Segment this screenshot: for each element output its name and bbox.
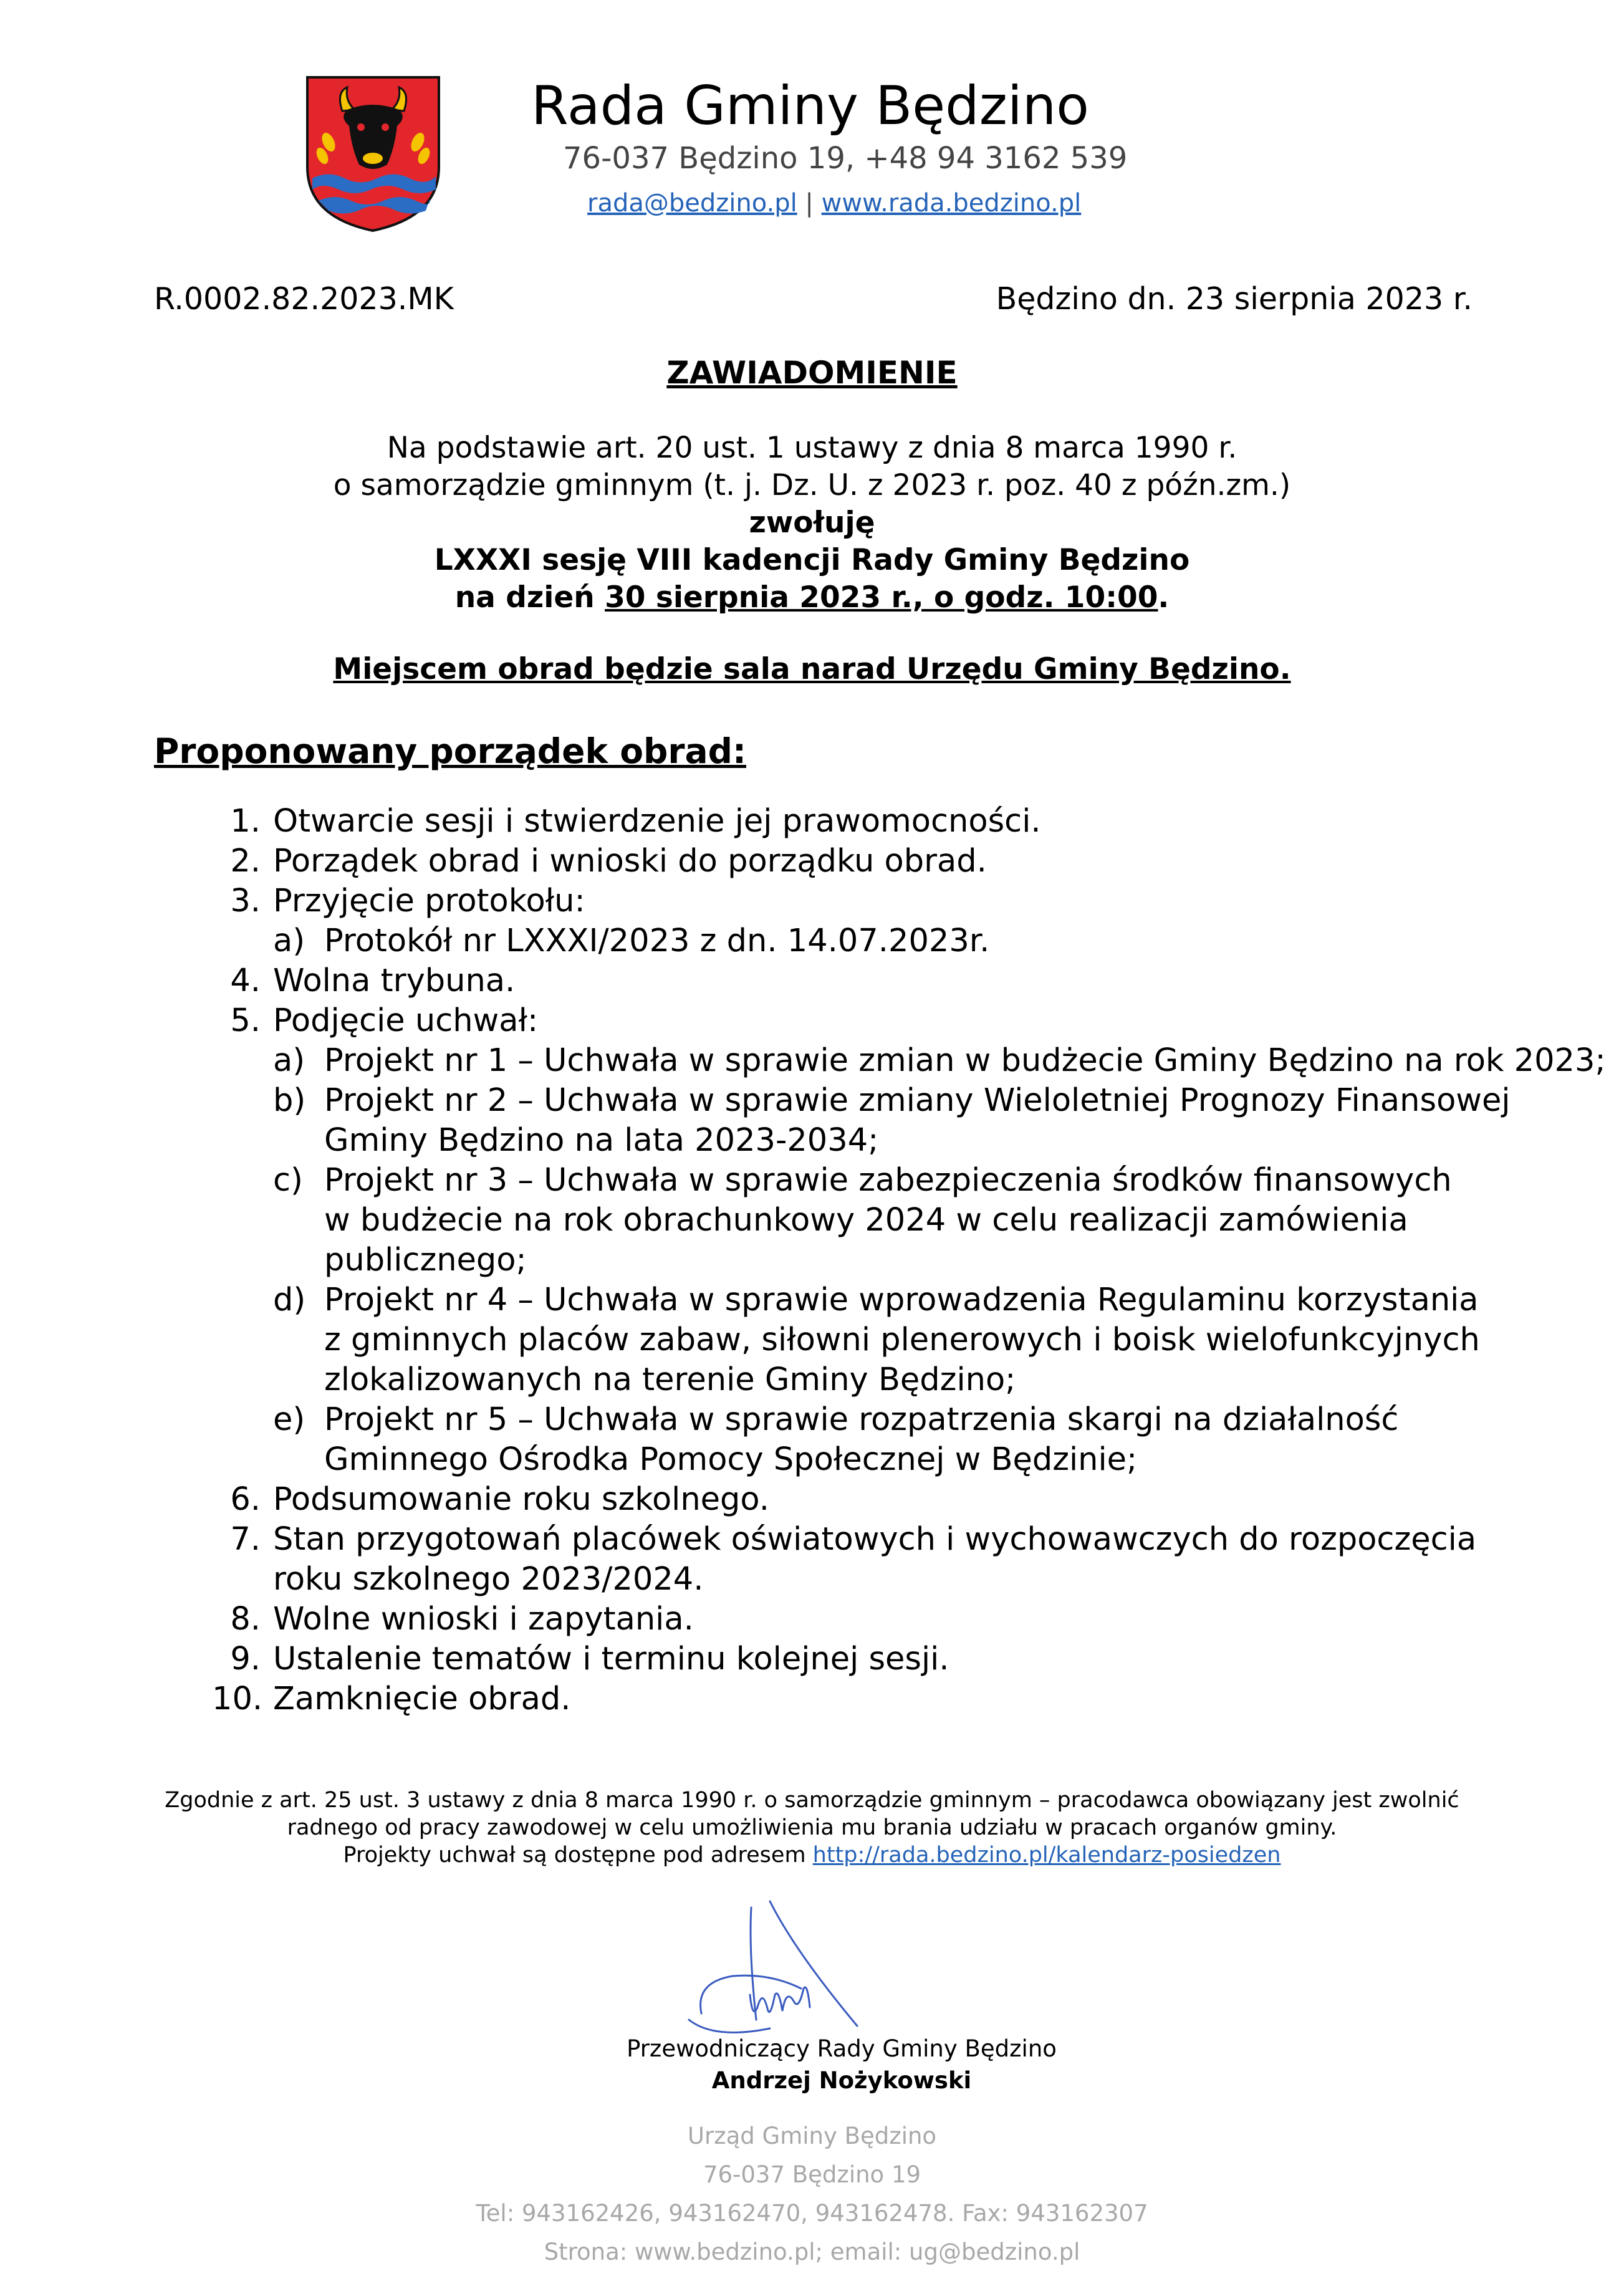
legal-note-1: Zgodnie z art. 25 ust. 3 ustawy z dnia 8 marca 1990 r. o samorządzie gminnym – pracodawca obowiązany jest zwolnić: [165, 1788, 1459, 1813]
office-phones: Tel: 943162426, 943162470, 943162478. Fax: 943162307: [476, 2200, 1148, 2227]
agenda-item-number: 2.: [230, 843, 261, 880]
resolutions-link[interactable]: http://rada.bedzino.pl/kalendarz-posiedzen: [812, 1843, 1281, 1868]
agenda-item: [212, 1600, 1534, 1639]
agenda-subitem: [273, 1161, 1534, 1280]
agenda-item-number: 8.: [230, 1601, 261, 1638]
agenda-subitem: [273, 1041, 1606, 1081]
agenda-item-number: 3.: [230, 883, 261, 919]
office-web-email: Strona: www.bedzino.pl; email: ug@bedzino.pl: [544, 2239, 1080, 2265]
agenda-item-number: 7.: [230, 1521, 261, 1558]
agenda-item-number: 1.: [230, 803, 261, 840]
email-link[interactable]: rada@bedzino.pl: [587, 189, 797, 218]
agenda-subitem-letter: b): [273, 1082, 306, 1119]
notice-heading: ZAWIADOMIENIE: [666, 355, 958, 391]
session-date: 30 sierpnia 2023 r., o godz. 10:00: [605, 580, 1158, 615]
agenda-item: [212, 961, 1534, 1001]
agenda-subitem-text: zlokalizowanych na terenie Gminy Będzino;: [324, 1361, 1016, 1398]
agenda-item-text: Przyjęcie protokołu:: [273, 883, 585, 919]
legal-note-3: [0, 1841, 1624, 1869]
coat-of-arms-icon: [304, 74, 443, 233]
agenda-heading: Proponowany porządek obrad:: [154, 731, 746, 771]
session-place: Miejscem obrad będzie sala narad Urzędu Gminy Będzino.: [333, 652, 1291, 686]
agenda-item: [212, 881, 1534, 921]
agenda-subitem-letter: a): [273, 1042, 305, 1079]
agenda-subitem-text: Projekt nr 2 – Uchwała w sprawie zmiany Wieloletniej Prognozy Finansowej: [324, 1082, 1511, 1119]
notice-session-date: [0, 579, 1624, 617]
agenda-item-text: Podsumowanie roku szkolnego.: [273, 1481, 769, 1518]
office-address: 76-037 Będzino 19: [703, 2161, 921, 2188]
agenda-item: [212, 1520, 1534, 1600]
agenda-item: [212, 842, 1534, 881]
agenda-item-text: Stan przygotowań placówek oświatowych i wychowawczych do rozpoczęcia: [273, 1521, 1477, 1558]
notice-convene: zwołuję: [749, 506, 875, 540]
agenda-subitem-letter: d): [273, 1282, 306, 1318]
document-date: Będzino dn. 23 sierpnia 2023 r.: [996, 281, 1473, 317]
agenda-item-text: Wolne wnioski i zapytania.: [273, 1601, 694, 1638]
agenda-item: [212, 1679, 1534, 1719]
agenda-subitem: [273, 1081, 1534, 1161]
council-name: Rada Gminy Będzino: [531, 75, 1089, 137]
agenda-item-text: Otwarcie sesji i stwierdzenie jej prawomocności.: [273, 803, 1041, 840]
office-name: Urząd Gminy Będzino: [687, 2123, 937, 2149]
notice-session: LXXXI sesję VIII kadencji Rady Gminy Będzino: [434, 543, 1190, 577]
agenda-subitem-text: w budżecie na rok obrachunkowy 2024 w celu realizacji zamówienia: [324, 1202, 1408, 1239]
handwritten-signature-icon: [676, 1895, 913, 2051]
agenda-item-text: Porządek obrad i wnioski do porządku obrad.: [273, 843, 987, 880]
session-date-prefix: na dzień: [454, 580, 605, 615]
council-contact-links: [587, 186, 1081, 221]
agenda-subitem-text: Projekt nr 5 – Uchwała w sprawie rozpatrzenia skargi na działalność: [324, 1401, 1399, 1438]
agenda-subitem: [273, 1400, 1534, 1480]
document-reference: R.0002.82.2023.MK: [154, 281, 454, 317]
agenda-item-number: 4.: [230, 962, 261, 999]
agenda-subitem: [273, 921, 1534, 961]
agenda-item: [212, 1001, 1534, 1041]
agenda-item-number: 6.: [230, 1481, 261, 1518]
agenda-subitem-text: publicznego;: [324, 1242, 527, 1279]
website-link[interactable]: www.rada.bedzino.pl: [821, 189, 1082, 218]
agenda-item-text: Podjęcie uchwał:: [273, 1002, 539, 1039]
agenda-item: [212, 1639, 1534, 1679]
agenda-item-number: 10.: [212, 1681, 263, 1717]
agenda-subitem: [273, 1280, 1534, 1400]
link-separator: |: [805, 189, 814, 218]
notice-legal-basis-1: Na podstawie art. 20 ust. 1 ustawy z dnia 8 marca 1990 r.: [387, 431, 1237, 465]
agenda-item-text: Wolna trybuna.: [273, 962, 516, 999]
agenda-item-number: 5.: [230, 1002, 261, 1039]
legal-note-3-text: Projekty uchwał są dostępne pod adresem: [343, 1843, 813, 1868]
agenda-item-number: 9.: [230, 1641, 261, 1677]
legal-note-2: radnego od pracy zawodowej w celu umożliwienia mu brania udziału w pracach organów gminy.: [287, 1815, 1337, 1840]
agenda-item-text: roku szkolnego 2023/2024.: [273, 1561, 704, 1598]
agenda-subitem-text: Projekt nr 3 – Uchwała w sprawie zabezpieczenia środków finansowych: [324, 1162, 1452, 1199]
agenda-subitem-letter: c): [273, 1162, 303, 1199]
agenda-item-text: Zamknięcie obrad.: [273, 1681, 571, 1717]
agenda-item-text: Ustalenie tematów i terminu kolejnej sesji.: [273, 1641, 949, 1677]
signatory-role: Przewodniczący Rady Gminy Będzino: [627, 2035, 1057, 2062]
agenda-subitem-text: Gminy Będzino na lata 2023-2034;: [324, 1122, 879, 1159]
agenda-subitem-text: Projekt nr 1 – Uchwała w sprawie zmian w budżecie Gminy Będzino na rok 2023;: [324, 1042, 1606, 1079]
agenda-list: [212, 802, 1606, 1719]
session-date-suffix: .: [1158, 580, 1170, 615]
notice-legal-basis-2: o samorządzie gminnym (t. j. Dz. U. z 2023 r. poz. 40 z późn.zm.): [333, 468, 1291, 502]
agenda-item: [212, 1480, 1534, 1520]
signatory-name: Andrzej Nożykowski: [711, 2067, 972, 2094]
agenda-subitem-text: Gminnego Ośrodka Pomocy Społecznej w Będzinie;: [324, 1441, 1138, 1478]
agenda-subitem-letter: e): [273, 1401, 305, 1438]
agenda-subitem-letter: a): [273, 923, 305, 959]
agenda-subitem-text: Projekt nr 4 – Uchwała w sprawie wprowadzenia Regulaminu korzystania: [324, 1282, 1479, 1318]
council-address: 76-037 Będzino 19, +48 94 3162 539: [563, 141, 1128, 176]
agenda-item: [212, 802, 1534, 842]
agenda-subitem-text: z gminnych placów zabaw, siłowni plenerowych i boisk wielofunkcyjnych: [324, 1322, 1480, 1358]
agenda-subitem-text: Protokół nr LXXXI/2023 z dn. 14.07.2023r.: [324, 923, 990, 959]
